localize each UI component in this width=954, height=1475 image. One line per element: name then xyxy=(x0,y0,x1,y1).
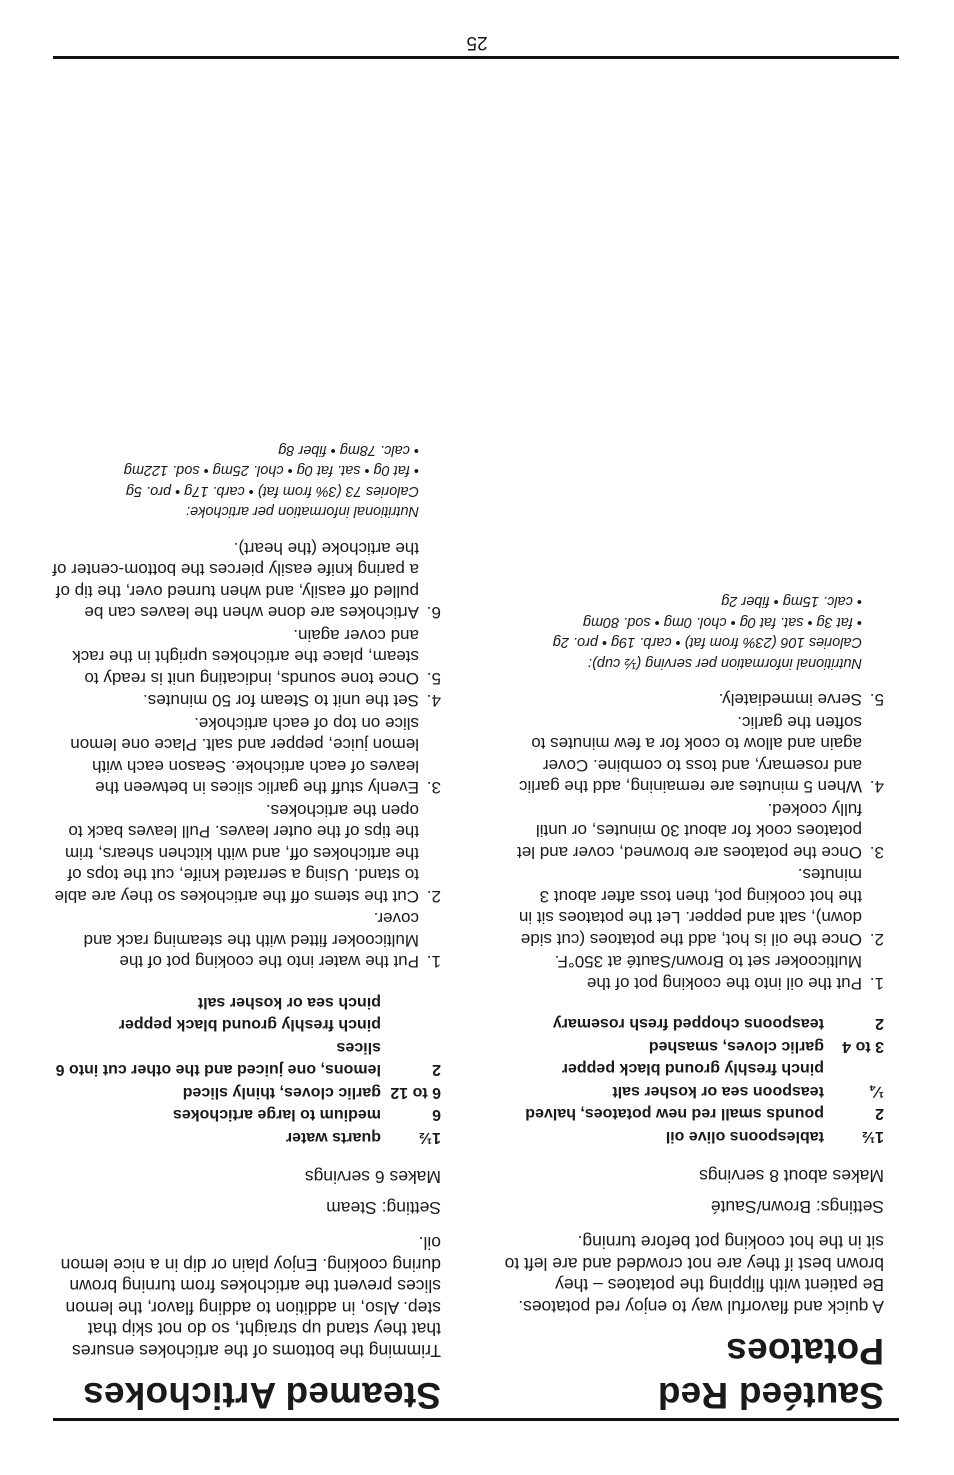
step-number: 2. xyxy=(426,887,441,906)
recipe-servings: Makes 6 servings xyxy=(304,1167,441,1187)
step xyxy=(504,689,884,711)
ingredient-item: teaspoon sea or kosher salt xyxy=(612,1083,824,1100)
ingredient xyxy=(504,1012,884,1035)
step-text: Set the unit to Steam for 50 minutes. xyxy=(143,691,419,711)
nutrition-line: • fat 0g • sat. fat 0g • chol. 25mg • sod. 122mg xyxy=(123,462,419,479)
step-number: 5. xyxy=(426,669,441,688)
step xyxy=(504,712,884,798)
ingredient-qty: 6 to 12 xyxy=(390,1084,441,1101)
ingredient-qty: ¼ xyxy=(870,1083,884,1100)
ingredient xyxy=(504,1035,884,1058)
recipe-sauteed-red-potatoes xyxy=(504,591,884,1417)
step-text: Cut the stems off the artichokes so they are able to stand. Using a serrated knife, cut the tops of the artichokes off, and with kitchen shears, trim the tips of the outer leaves. Pull leaves back to open the artichokes. xyxy=(54,801,419,906)
nutrition-line: Calories 106 (23% from fat) • carb. 19g • pro. 2g xyxy=(552,634,862,651)
step-text: Serve immediately. xyxy=(718,690,862,710)
step-text: Put the oil into the cooking pot of the Multicooker set to Brown/Sauté at 350°F. xyxy=(554,952,862,993)
nutrition-info xyxy=(51,440,441,522)
ingredient-item: pinch sea or kosher salt xyxy=(197,994,381,1011)
recipe-title: Sautéed Red Potatoes xyxy=(657,1331,884,1416)
step xyxy=(504,799,884,864)
step-number: 5. xyxy=(869,690,884,710)
page-number: 25 xyxy=(466,32,488,53)
ingredient-qty: 2 xyxy=(875,1105,884,1123)
step-text: Once the oil is hot, add the potatoes (cut side down), salt and pepper. Let the potatoes sit in the hot cooking pot, then toss after about 3 minutes. xyxy=(518,865,862,949)
ingredient-item: teaspoons chopped fresh rosemary xyxy=(552,1015,824,1033)
step-number: 1. xyxy=(869,974,884,993)
ingredient-list xyxy=(51,991,441,1149)
step xyxy=(51,800,441,908)
step-text: Put the water into the cooking pot of the Multicooker fitted with the steaming rack and cover. xyxy=(83,909,419,972)
ingredient-qty: 6 xyxy=(432,1106,441,1124)
recipe-servings: Makes about 8 servings xyxy=(699,1166,884,1186)
nutrition-line: • calc. 78mg • fiber 8g xyxy=(278,442,419,458)
step-text: Once tone sounds, indicating unit is ready to steam, place the artichokes upright in the rack and cover again. xyxy=(72,626,419,688)
ingredient-qty: 3 to 4 xyxy=(842,1038,884,1055)
nutrition-line: Calories 73 (3% from fat) • carb. 17g • pro. 5g xyxy=(125,483,419,499)
ingredient xyxy=(504,1057,884,1080)
nutrition-line: Nutritional information per serving (½ cup): xyxy=(587,655,862,671)
step-text: Artichokes are done when the leaves can be pulled off easily, and when turned over, the tip of a paring knife easily pierces the bottom-center of the artichoke (the heart). xyxy=(52,539,419,623)
ingredient-item: lemons, one juiced and the other cut into 6 slices xyxy=(55,1039,381,1079)
ingredient-qty: 1½ xyxy=(861,1128,884,1145)
step-text: Once the potatoes are browned, cover and let potatoes cook for about 30 minutes, or until fully cooked. xyxy=(517,800,862,862)
step xyxy=(51,908,441,973)
ingredient xyxy=(51,991,441,1014)
ingredient xyxy=(51,1013,441,1036)
step-list xyxy=(504,689,884,994)
nutrition-line: • calc. 15mg • fiber 2g xyxy=(721,593,862,610)
step xyxy=(504,864,884,950)
top-rule xyxy=(53,1418,899,1421)
step-number: 3. xyxy=(869,843,884,862)
step-number: 6. xyxy=(426,603,441,623)
ingredient-qty: 2 xyxy=(432,1061,441,1079)
recipe-title: Steamed Artichokes xyxy=(83,1375,441,1416)
bottom-rule xyxy=(53,56,899,59)
ingredient xyxy=(51,1081,441,1104)
recipe-steamed-artichokes xyxy=(51,440,441,1418)
step xyxy=(51,690,441,712)
step xyxy=(51,625,441,690)
step xyxy=(51,713,441,799)
ingredient xyxy=(504,1102,884,1125)
nutrition-line: • fat 3g • sat. fat 0g • chol. 0mg • sod. 80mg xyxy=(582,614,862,630)
ingredient-item: garlic cloves, thinly sliced xyxy=(182,1084,381,1101)
ingredient-qty xyxy=(381,1013,441,1036)
ingredient xyxy=(504,1080,884,1103)
recipe-setting: Settings: Brown/Sauté xyxy=(710,1197,884,1217)
step xyxy=(51,538,441,624)
recipe-intro: A quick and flavorful way to enjoy red potatoes. Be patient with flipping the potatoes – they brown best if they are not crowded and are left to sit in the hot cooking pot before turning. xyxy=(504,1232,884,1317)
step-number: 2. xyxy=(869,930,884,949)
ingredient-item: medium to large artichokes xyxy=(172,1106,381,1124)
ingredient xyxy=(51,1126,441,1149)
ingredient xyxy=(51,1103,441,1126)
step-text: Evenly stuff the garlic slices in between the leaves of each artichoke. Season each with lemon juice, pepper and salt. Place one lemon slice on top of each artichoke. xyxy=(70,714,419,798)
ingredient-list xyxy=(504,1012,884,1147)
ingredient-item: pounds small red new potatoes, halved xyxy=(525,1105,824,1123)
step-number: 4. xyxy=(869,777,884,797)
ingredient-item: tablespoons olive oil xyxy=(665,1128,824,1145)
ingredient-item: pinch freshly ground black pepper xyxy=(561,1060,824,1078)
recipe-setting: Setting: Steam xyxy=(326,1198,441,1218)
nutrition-info xyxy=(504,591,884,673)
ingredient-qty xyxy=(381,991,441,1014)
step xyxy=(504,951,884,994)
ingredient-qty: 2 xyxy=(875,1015,884,1033)
ingredient-item: garlic cloves, smashed xyxy=(648,1038,824,1055)
step-number: 3. xyxy=(426,778,441,798)
step-text: When 5 minutes are remaining, add the garlic and rosemary, and toss to combine. Cover again and allow to cook for a few minutes to soften the garlic. xyxy=(518,713,862,797)
ingredient-qty: 1½ xyxy=(418,1129,441,1146)
ingredient xyxy=(504,1125,884,1148)
nutrition-line: Nutritional information per artichoke: xyxy=(186,503,419,520)
recipe-intro: Trimming the bottoms of the artichokes ensures that they stand up straight, so do not skip that step. Also, in addition to adding flavor, the lemon slices prevent the artichokes from turning brown during cooking. Enjoy plain or dip in a nice lemon oil. xyxy=(60,1233,441,1361)
ingredient-qty xyxy=(824,1057,884,1080)
ingredient xyxy=(51,1036,441,1081)
step-number: 4. xyxy=(426,691,441,711)
ingredient-item: quarts water xyxy=(285,1129,381,1146)
step-list xyxy=(51,538,441,973)
step-number: 1. xyxy=(426,952,441,972)
ingredient-item: pinch freshly ground black pepper xyxy=(118,1016,381,1034)
